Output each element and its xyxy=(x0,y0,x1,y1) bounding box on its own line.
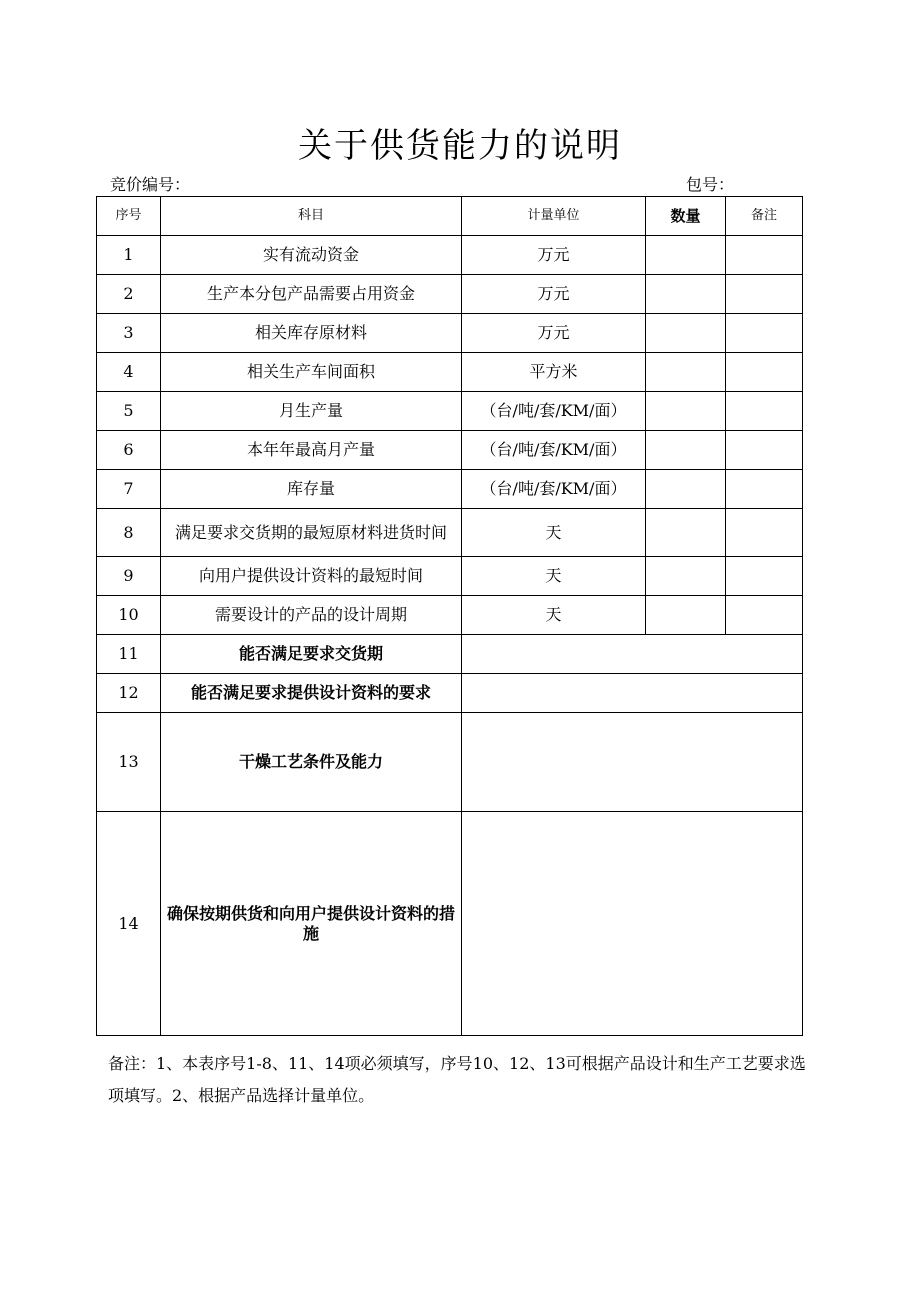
row-subject: 相关库存原材料 xyxy=(161,314,462,353)
remark-cell[interactable] xyxy=(726,275,803,314)
row-subject: 库存量 xyxy=(161,470,462,509)
quantity-cell[interactable] xyxy=(646,236,726,275)
table-row xyxy=(97,353,803,392)
remark-cell[interactable] xyxy=(726,431,803,470)
row-seq: 10 xyxy=(97,596,161,635)
answer-cell[interactable] xyxy=(462,713,803,812)
quantity-cell[interactable] xyxy=(646,314,726,353)
row-subject: 相关生产车间面积 xyxy=(161,353,462,392)
row-subject: 满足要求交货期的最短原材料进货时间 xyxy=(161,509,462,557)
page-title: 关于供货能力的说明 xyxy=(298,126,622,166)
supply-capability-table xyxy=(96,196,803,1036)
table-row xyxy=(97,470,803,509)
row-seq: 6 xyxy=(97,431,161,470)
bid-number-label: 竞价编号： xyxy=(110,175,191,194)
row-seq: 12 xyxy=(97,674,161,713)
row-unit: 万元 xyxy=(462,236,646,275)
table-row xyxy=(97,557,803,596)
row-subject: 能否满足要求提供设计资料的要求 xyxy=(161,674,462,713)
quantity-cell[interactable] xyxy=(646,275,726,314)
package-number-label: 包号： xyxy=(686,175,735,194)
quantity-cell[interactable] xyxy=(646,431,726,470)
header-remark: 备注 xyxy=(726,197,803,236)
table-header-row xyxy=(97,197,803,236)
remark-cell[interactable] xyxy=(726,353,803,392)
remark-cell[interactable] xyxy=(726,392,803,431)
row-subject: 本年年最高月产量 xyxy=(161,431,462,470)
table-row xyxy=(97,812,803,1036)
row-unit: 平方米 xyxy=(462,353,646,392)
quantity-cell[interactable] xyxy=(646,509,726,557)
table-row xyxy=(97,275,803,314)
table-row xyxy=(97,596,803,635)
row-unit: （台/吨/套/KM/面） xyxy=(462,431,646,470)
quantity-cell[interactable] xyxy=(646,392,726,431)
row-unit: 万元 xyxy=(462,314,646,353)
header-seq: 序号 xyxy=(97,197,161,236)
header-quantity: 数量 xyxy=(646,197,726,236)
answer-cell[interactable] xyxy=(462,812,803,1036)
footnote: 备注：1、本表序号1-8、11、14项必须填写，序号10、12、13可根据产品设计和生产工艺要求选项填写。2、根据产品选择计量单位。 xyxy=(108,1054,806,1105)
row-subject: 需要设计的产品的设计周期 xyxy=(161,596,462,635)
row-subject: 能否满足要求交货期 xyxy=(161,635,462,674)
remark-cell[interactable] xyxy=(726,470,803,509)
remark-cell[interactable] xyxy=(726,314,803,353)
row-seq: 14 xyxy=(97,812,161,1036)
row-seq: 5 xyxy=(97,392,161,431)
row-unit: 天 xyxy=(462,557,646,596)
row-unit: 万元 xyxy=(462,275,646,314)
row-seq: 8 xyxy=(97,509,161,557)
row-seq: 3 xyxy=(97,314,161,353)
row-seq: 1 xyxy=(97,236,161,275)
row-subject: 月生产量 xyxy=(161,392,462,431)
quantity-cell[interactable] xyxy=(646,353,726,392)
row-subject: 确保按期供货和向用户提供设计资料的措施 xyxy=(161,812,462,1036)
row-seq: 7 xyxy=(97,470,161,509)
row-unit: （台/吨/套/KM/面） xyxy=(462,470,646,509)
row-seq: 2 xyxy=(97,275,161,314)
table-row xyxy=(97,431,803,470)
row-subject: 向用户提供设计资料的最短时间 xyxy=(161,557,462,596)
row-subject: 实有流动资金 xyxy=(161,236,462,275)
row-subject: 生产本分包产品需要占用资金 xyxy=(161,275,462,314)
remark-cell[interactable] xyxy=(726,557,803,596)
row-seq: 9 xyxy=(97,557,161,596)
remark-cell[interactable] xyxy=(726,596,803,635)
row-seq: 4 xyxy=(97,353,161,392)
table-row xyxy=(97,509,803,557)
header-unit: 计量单位 xyxy=(462,197,646,236)
row-unit: （台/吨/套/KM/面） xyxy=(462,392,646,431)
remark-cell[interactable] xyxy=(726,509,803,557)
row-seq: 13 xyxy=(97,713,161,812)
table-row xyxy=(97,236,803,275)
table-row xyxy=(97,674,803,713)
header-subject: 科目 xyxy=(161,197,462,236)
answer-cell[interactable] xyxy=(462,674,803,713)
quantity-cell[interactable] xyxy=(646,596,726,635)
table-row xyxy=(97,314,803,353)
row-unit: 天 xyxy=(462,596,646,635)
remark-cell[interactable] xyxy=(726,236,803,275)
table-row xyxy=(97,713,803,812)
row-subject: 干燥工艺条件及能力 xyxy=(161,713,462,812)
quantity-cell[interactable] xyxy=(646,470,726,509)
row-unit: 天 xyxy=(462,509,646,557)
quantity-cell[interactable] xyxy=(646,557,726,596)
table-row xyxy=(97,392,803,431)
row-seq: 11 xyxy=(97,635,161,674)
table-row xyxy=(97,635,803,674)
answer-cell[interactable] xyxy=(462,635,803,674)
